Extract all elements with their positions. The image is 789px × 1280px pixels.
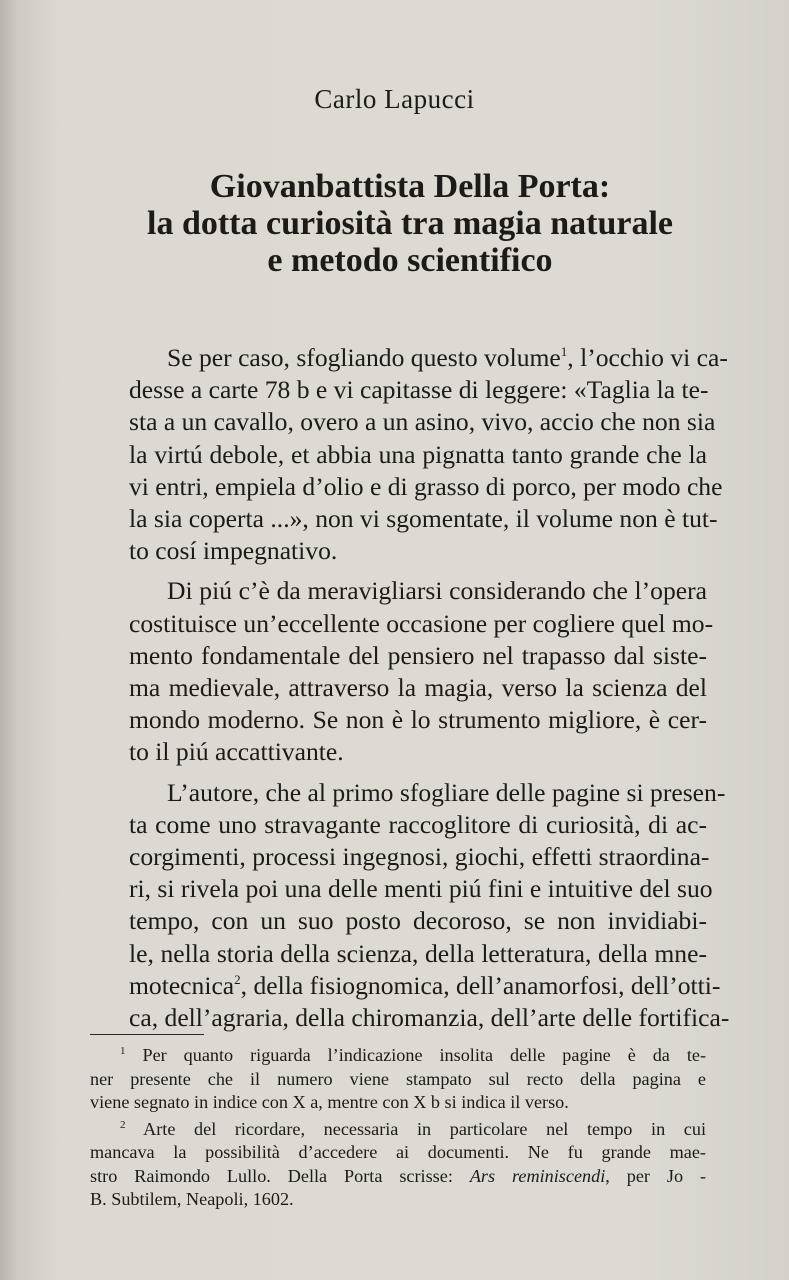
text-line: ca, dell’agraria, della chiromanzia, dell’arte delle fortifica- [129,1003,730,1033]
footnote-ref-1[interactable]: 1 [560,344,568,359]
author-name: Carlo Lapucci [314,84,475,114]
text-line: sta a un cavallo, overo a un asino, vivo, accio che non sia [129,407,716,437]
title-line-2: la dotta curiosità tra magia naturale [147,205,673,242]
work-title: Ars reminiscendi [469,1165,606,1186]
text-line: la sia coperta ...», non vi sgomentate, il volume non è tut- [129,504,718,534]
text-line: mento fondamentale del pensiero nel trapasso dal siste- [129,640,707,670]
footnote-line: viene segnato in indice con X a, mentre con X b si indica il verso. [90,1092,569,1112]
footnote-2 [90,1118,706,1212]
body-text [90,342,730,1042]
footnote-line: mancava la possibilità d’accedere ai documenti. Ne fu grande mae- [90,1142,706,1162]
footnote-line: $^1$ Per quanto riguarda l’indicazione insolita delle pagine è da te- [120,1045,706,1065]
text-line: desse a carte 78 b e vi capitasse di leggere: «Taglia la te- [129,375,709,405]
footnotes [90,1044,706,1212]
text-line: costituisce un’eccellente occasione per cogliere quel mo- [129,608,714,638]
footnote-line: stro Raimondo Lullo. Della Porta scrisse: Ars reminiscendi, per Jo - [90,1165,707,1186]
text-line: ta come uno stravagante raccoglitore di curiosità, di ac- [129,809,707,839]
footnote-1 [90,1044,706,1115]
paragraph-1 [90,342,728,567]
footnote-line: $^2$ Arte del ricordare, necessaria in particolare nel tempo in cui [120,1118,706,1139]
text-line: vi entri, empiela d’olio e di grasso di porco, per modo che [129,471,723,501]
chapter-title [100,168,720,279]
text-line: Di piú c’è da meravigliarsi considerando che l’opera [167,576,707,606]
footnote-number: 2 [120,1118,126,1131]
text-line: corgimenti, processi ingegnosi, giochi, effetti straordina- [129,842,710,872]
text-line: ma medievale, attraverso la magia, verso la scienza del [129,673,707,703]
footnote-ref-2[interactable]: 2 [234,971,241,987]
title-line-1: Giovanbattista Della Porta: [209,168,611,205]
footnote-line: B. Subtilem, Neapoli, 1602. [90,1189,294,1209]
text-line: L’autore, che al primo sfogliare delle pagine si presen- [167,777,726,807]
footnote-number: 1 [120,1045,126,1057]
text-line: motecnica$^2$, della fisiognomica, dell’anamorfosi, dell’otti- [129,970,721,1000]
footnote-line: ner presente che il numero viene stampato sul recto della pagina e [90,1068,706,1089]
text-line: tempo, con un suo posto decoroso, se non invidiabi- [129,906,707,936]
text-line: le, nella storia della scienza, della letteratura, della mne- [129,938,707,968]
paragraph-2 [90,575,714,768]
text-line: mondo moderno. Se non è lo strumento migliore, è cer- [129,705,707,735]
title-line-3: e metodo scientifico [267,242,553,279]
text-line: to cosí impegnativo. [129,536,338,566]
text-line: ri, si rivela poi una delle menti piú fini e intuitive del suo [129,874,713,904]
footnote-divider [90,1034,204,1035]
text-line: to il piú accattivante. [129,737,344,767]
text-line: Se per caso, sfogliando questo volume$^1$, l’occhio vi ca- [167,343,728,372]
paragraph-3 [90,777,730,1035]
text-line: la virtú debole, et abbia una pignatta tanto grande che la [129,439,707,469]
